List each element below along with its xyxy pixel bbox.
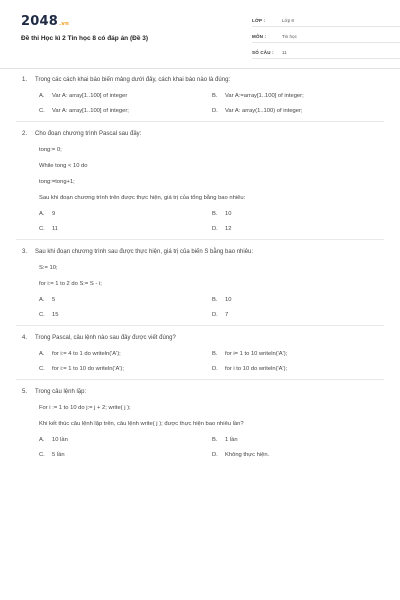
option-text: Var A: array(1..100) of integer; — [225, 108, 303, 114]
meta-key: MÔN : — [252, 33, 267, 39]
option-text: 15 — [52, 312, 59, 318]
option-letter: A. — [39, 211, 45, 217]
question-text: Trong Pascal, câu lệnh nào sau đây được viết đúng? — [35, 335, 176, 341]
logo-suffix: .vn — [58, 21, 70, 27]
option-letter: A. — [39, 437, 45, 443]
option-row — [39, 296, 382, 304]
answer-options — [18, 296, 382, 319]
option-text: Var A: array[1..100] of integer — [52, 93, 128, 99]
question-code-line: Khi kết thúc câu lệnh lặp trên, câu lệnh write( j ); được thực hiện bao nhiêu lần? — [39, 421, 244, 427]
question-3 — [18, 248, 382, 326]
meta-row-class — [252, 14, 400, 27]
answer-options — [18, 210, 382, 233]
question-text: Trong các cách khai báo biến mảng dưới đây, cách khai báo nào là đúng: — [35, 77, 231, 83]
question-divider — [16, 121, 384, 122]
answer-options — [18, 350, 382, 373]
question-text: Trong câu lệnh lặp: — [35, 389, 87, 395]
option-letter: D. — [212, 312, 218, 318]
answer-option-b[interactable] — [212, 296, 231, 304]
option-text: for i:= 4 to 1 do writeln('A'); — [52, 351, 121, 357]
answer-option-a[interactable] — [39, 350, 212, 358]
question-2 — [18, 130, 382, 240]
option-text: 5 lần — [52, 452, 65, 458]
question-number: 3. — [22, 249, 28, 255]
exam-title: Đề thi Học kì 2 Tin học 8 có đáp án (Đề 3) — [21, 35, 149, 42]
question-number: 4. — [22, 335, 28, 341]
question-stem — [18, 334, 382, 342]
option-letter: D. — [212, 108, 218, 114]
exam-meta — [252, 14, 400, 62]
option-letter: B. — [212, 93, 218, 99]
option-text: Không thực hiện. — [225, 452, 270, 458]
answer-option-d[interactable] — [212, 107, 303, 115]
answer-option-c[interactable] — [39, 365, 212, 373]
option-text: 12 — [225, 226, 232, 232]
option-text: 7 — [225, 312, 229, 318]
option-row — [39, 311, 382, 319]
answer-option-a[interactable] — [39, 210, 212, 218]
question-code-line: Sau khi đoạn chương trình trên được thực hiện, giá trị của tổng bằng bao nhiêu: — [39, 195, 246, 201]
option-text: 1 lần — [225, 437, 238, 443]
site-logo[interactable] — [21, 14, 69, 29]
option-letter: B. — [212, 297, 218, 303]
question-divider — [16, 239, 384, 240]
question-list — [18, 76, 382, 459]
option-row — [39, 107, 382, 115]
option-letter: C. — [39, 366, 45, 372]
option-letter: B. — [212, 211, 218, 217]
option-letter: A. — [39, 351, 45, 357]
meta-key: SỐ CÂU : — [252, 49, 274, 55]
option-text: Var A:=array[1..100] of integer; — [225, 93, 304, 99]
option-letter: A. — [39, 297, 45, 303]
meta-value: 11 — [282, 49, 287, 55]
meta-key: LỚP : — [252, 17, 266, 23]
option-row — [39, 225, 382, 233]
option-letter: D. — [212, 226, 218, 232]
answer-option-d[interactable] — [212, 225, 231, 233]
option-row — [39, 436, 382, 444]
option-row — [39, 350, 382, 358]
answer-option-b[interactable] — [212, 350, 287, 358]
option-letter: A. — [39, 93, 45, 99]
answer-option-b[interactable] — [212, 436, 238, 444]
header-divider — [0, 68, 400, 69]
option-letter: B. — [212, 351, 218, 357]
answer-option-d[interactable] — [212, 451, 269, 459]
answer-option-c[interactable] — [39, 225, 212, 233]
answer-option-b[interactable] — [212, 92, 304, 100]
answer-option-c[interactable] — [39, 311, 212, 319]
question-number: 2. — [22, 131, 28, 137]
meta-row-count — [252, 46, 400, 59]
option-letter: B. — [212, 437, 218, 443]
question-divider — [16, 325, 384, 326]
question-code-line: For i := 1 to 10 do j:= j + 2; write( j ); — [39, 405, 131, 411]
meta-row-subject — [252, 30, 400, 43]
page-header — [18, 0, 382, 66]
logo-main: 2048 — [21, 14, 58, 29]
question-4 — [18, 334, 382, 380]
answer-options — [18, 436, 382, 459]
question-stem — [18, 76, 382, 84]
option-letter: D. — [212, 452, 218, 458]
option-text: for i to 10 do writeln('A'); — [225, 366, 288, 372]
option-row — [39, 365, 382, 373]
option-text: for i= 1 to 10 writeln('A'); — [225, 351, 288, 357]
option-letter: C. — [39, 108, 45, 114]
answer-option-a[interactable] — [39, 436, 212, 444]
question-code-line: tong:= 0; — [39, 147, 62, 153]
question-text: Cho đoạn chương trình Pascal sau đây: — [35, 131, 142, 137]
question-code-line: While tong < 10 do — [39, 163, 88, 169]
option-letter: C. — [39, 312, 45, 318]
option-text: 10 — [225, 211, 232, 217]
option-row — [39, 451, 382, 459]
option-letter: C. — [39, 452, 45, 458]
answer-option-a[interactable] — [39, 296, 212, 304]
question-stem — [18, 130, 382, 138]
question-stem — [18, 248, 382, 256]
question-1 — [18, 76, 382, 122]
answer-options — [18, 92, 382, 115]
question-stem — [18, 388, 382, 396]
option-text: 5 — [52, 297, 56, 303]
answer-option-c[interactable] — [39, 451, 212, 459]
question-text: Sau khi đoạn chương trình sau được thực hiện, giá trị của biến S bằng bao nhiêu: — [35, 249, 254, 255]
option-row — [39, 210, 382, 218]
answer-option-b[interactable] — [212, 210, 231, 218]
meta-value: Lớp 8 — [282, 17, 294, 23]
question-number: 1. — [22, 77, 28, 83]
option-letter: C. — [39, 226, 45, 232]
option-text: 10 lần — [52, 437, 68, 443]
meta-value: Tin học — [282, 33, 297, 39]
option-row — [39, 92, 382, 100]
answer-option-a[interactable] — [39, 92, 212, 100]
option-text: 10 — [225, 297, 232, 303]
question-5 — [18, 388, 382, 459]
question-number: 5. — [22, 389, 28, 395]
answer-option-c[interactable] — [39, 107, 212, 115]
question-code-line: tong:=tong+1; — [39, 179, 75, 185]
option-text: 11 — [52, 226, 59, 232]
question-code-line: for i:= 1 to 2 do S:= S - i; — [39, 281, 102, 287]
option-text: Var A: array[1..100] of integer; — [52, 108, 129, 114]
answer-option-d[interactable] — [212, 311, 228, 319]
answer-option-d[interactable] — [212, 365, 287, 373]
option-letter: D. — [212, 366, 218, 372]
option-text: for i:= 1 to 10 do writeln('A'); — [52, 366, 124, 372]
question-code-line: S:= 10; — [39, 265, 58, 271]
question-divider — [16, 379, 384, 380]
option-text: 9 — [52, 211, 56, 217]
